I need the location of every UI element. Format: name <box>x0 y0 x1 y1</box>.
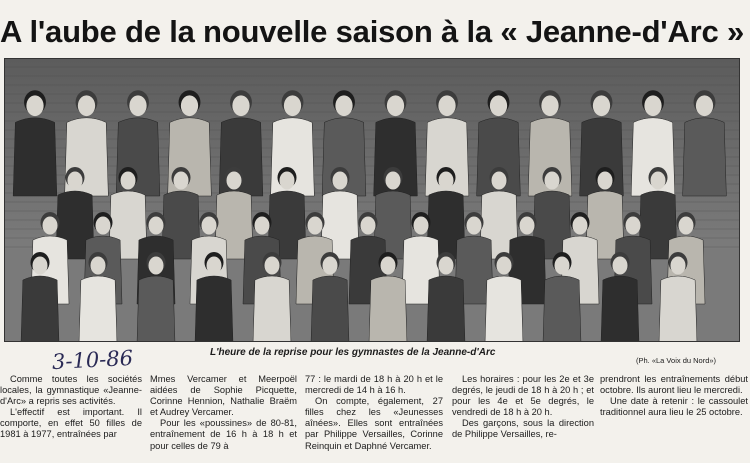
handwritten-date: 3-10-86 <box>51 345 134 375</box>
article-column-5 <box>600 374 748 460</box>
group-photo-image <box>5 59 739 341</box>
article-paragraph: Des garçons, sous la direction de Philippe Versailles, re- <box>452 418 594 440</box>
photo-credit: (Ph. «La Voix du Nord») <box>636 356 717 365</box>
group-photo <box>4 58 740 342</box>
photo-caption: L'heure de la reprise pour les gymnastes de la Jeanne-d'Arc <box>210 347 496 358</box>
article-paragraph: Comme toutes les sociétés locales, la gymnastique «Jeanne-d'Arc» a repris ses activités. <box>0 374 142 407</box>
article-paragraph: 77 : le mardi de 18 h à 20 h et le mercredi de 14 h à 16 h. <box>305 374 443 396</box>
article-paragraph: Une date à retenir : le cassoulet traditionnel aura lieu le 25 octobre. <box>600 396 748 418</box>
article-paragraph: Pour les «poussines» de 80-81, entraînement de 16 h à 18 h et pour celles de 79 à <box>150 418 297 451</box>
article-paragraph: On compte, également, 27 filles chez les «Jeunesses aînées». Elles sont entraînées par Philippe Versailles, Corinne Reinquin et Daphné Vercamer. <box>305 396 443 451</box>
article-paragraph: L'effectif est important. Il comporte, en effet 50 filles de 1981 à 1977, entraînées par <box>0 407 142 440</box>
article-column-4 <box>452 374 594 460</box>
article-paragraph: Mmes Vercamer et Meerpoël aidées de Sophie Picquette, Corinne Hennion, Nathalie Braëm et Audrey Vercamer. <box>150 374 297 418</box>
article-column-2 <box>150 374 297 460</box>
headline: A l'aube de la nouvelle saison à la « Jeanne-d'Arc » <box>0 14 745 49</box>
article-paragraph: Les horaires : pour les 2e et 3e degrés, le jeudi de 18 h à 20 h ; et pour les 4e et 5e degrés, le vendredi de 18 h à 20 h. <box>452 374 594 418</box>
article-paragraph: prendront les entraînements début octobre. Ils auront lieu le mercredi. <box>600 374 748 396</box>
article-column-3 <box>305 374 443 460</box>
article-column-1 <box>0 374 142 460</box>
